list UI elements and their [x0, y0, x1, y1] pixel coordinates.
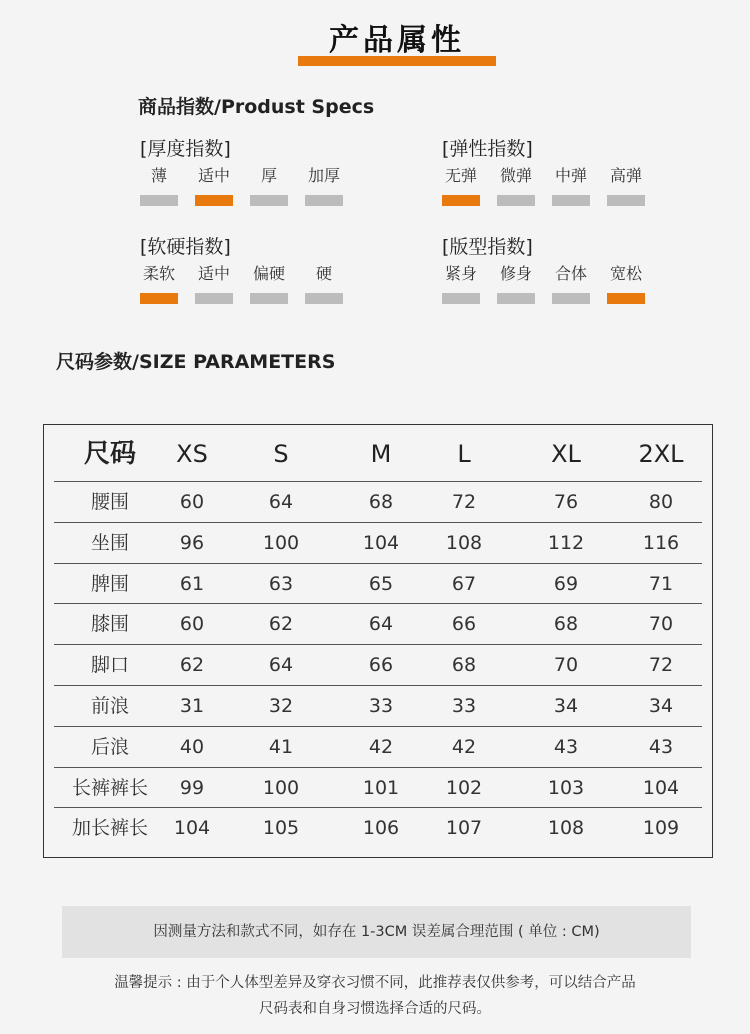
table-cell: 67 — [451, 572, 477, 595]
table-cell: 66 — [368, 654, 394, 677]
table-cell: 103 — [547, 776, 585, 799]
spec-option — [497, 263, 552, 304]
spec-option-label: 薄 — [150, 166, 167, 185]
spec-option — [305, 165, 360, 206]
spec-indicator — [250, 293, 288, 304]
spec-group-title: [软硬指数] — [140, 236, 231, 258]
spec-option-label: 无弹 — [444, 166, 477, 185]
table-cell: 100 — [262, 531, 300, 554]
spec-option-label: 微弹 — [499, 166, 532, 185]
row-label: 脚口 — [90, 654, 129, 677]
tips-text — [60, 970, 690, 1022]
page-header — [298, 20, 496, 66]
table-cell: 104 — [173, 817, 211, 840]
table-row — [54, 685, 702, 726]
spec-options — [140, 165, 360, 206]
row-label: 腰围 — [90, 491, 129, 513]
table-cell: 109 — [642, 817, 680, 840]
spec-option — [442, 165, 497, 206]
table-cell: 34 — [553, 695, 579, 717]
row-label: 加长裤长 — [71, 817, 148, 840]
spec-option-label: 中弹 — [554, 166, 587, 185]
table-cell: 64 — [268, 491, 294, 513]
spec-option — [552, 165, 607, 206]
table-cell: 42 — [451, 735, 477, 758]
size-table — [43, 424, 713, 858]
header-cell-2xl: 2XL — [638, 440, 684, 468]
table-cell: 71 — [648, 572, 674, 595]
spec-indicator-active — [442, 195, 480, 206]
table-cell: 106 — [362, 817, 400, 840]
spec-group-title: [厚度指数] — [140, 138, 231, 160]
size-section-title: 尺码参数/SIZE PARAMETERS — [56, 351, 336, 373]
row-label: 后浪 — [90, 735, 129, 758]
spec-group — [140, 235, 360, 304]
table-cell: 108 — [445, 531, 483, 554]
table-cell: 62 — [179, 654, 205, 677]
table-row — [54, 481, 702, 522]
table-header-row — [44, 425, 712, 483]
spec-options — [442, 263, 662, 304]
table-cell: 41 — [268, 735, 294, 758]
spec-option-label: 适中 — [197, 166, 230, 185]
table-cell: 104 — [362, 531, 400, 554]
table-cell: 60 — [179, 613, 205, 636]
tips-line-1: 温馨提示 : 由于个人体型差异及穿衣习惯不同，此推荐表仅供参考，可以结合产品 — [114, 975, 636, 991]
spec-option-label: 加厚 — [307, 166, 340, 185]
header-cell-m: M — [370, 440, 392, 468]
page-title: 产品属性 — [329, 23, 465, 58]
tips-line-2: 尺码表和自身习惯选择合适的尺码。 — [259, 1001, 491, 1017]
spec-option-label: 合体 — [554, 264, 587, 283]
header-cell-xl: XL — [551, 440, 581, 468]
table-cell: 69 — [553, 572, 579, 595]
spec-option-label: 紧身 — [444, 264, 477, 283]
spec-options — [140, 263, 360, 304]
table-row — [54, 767, 702, 808]
spec-option — [607, 165, 662, 206]
spec-option-label: 修身 — [499, 264, 532, 283]
table-cell: 116 — [642, 531, 680, 554]
table-cell: 62 — [268, 613, 294, 636]
table-cell: 63 — [268, 572, 294, 595]
table-cell: 43 — [553, 735, 579, 758]
table-cell: 33 — [368, 695, 394, 717]
spec-indicator — [140, 195, 178, 206]
spec-indicator — [552, 293, 590, 304]
table-cell: 68 — [451, 654, 477, 677]
spec-option — [195, 165, 250, 206]
spec-indicator — [442, 293, 480, 304]
row-label: 前浪 — [90, 695, 129, 717]
table-cell: 112 — [547, 531, 585, 554]
spec-option — [195, 263, 250, 304]
spec-indicator-active — [195, 195, 233, 206]
spec-indicator — [497, 293, 535, 304]
spec-option-label: 适中 — [197, 264, 230, 283]
spec-group — [442, 235, 662, 304]
table-cell: 61 — [179, 572, 205, 595]
header-cell-size: 尺码 — [83, 439, 136, 469]
spec-indicator — [305, 293, 343, 304]
spec-option — [140, 263, 195, 304]
spec-option — [305, 263, 360, 304]
table-cell: 64 — [268, 654, 294, 677]
spec-indicator — [552, 195, 590, 206]
spec-indicator — [497, 195, 535, 206]
measure-note: 因测量方法和款式不同，如存在 1-3CM 误差属合理范围 ( 单位 : CM) — [62, 906, 691, 958]
table-cell: 40 — [179, 735, 205, 758]
table-cell: 33 — [451, 695, 477, 717]
spec-option-label: 柔软 — [142, 264, 175, 283]
spec-options — [442, 165, 662, 206]
table-cell: 68 — [368, 491, 394, 513]
spec-option — [442, 263, 497, 304]
table-cell: 70 — [648, 613, 674, 636]
spec-indicator — [250, 195, 288, 206]
header-cell-l: L — [457, 440, 471, 468]
row-label: 膝围 — [90, 613, 129, 636]
table-cell: 70 — [553, 654, 579, 677]
table-cell: 60 — [179, 491, 205, 513]
row-label: 长裤裤长 — [71, 776, 148, 799]
spec-option-label: 宽松 — [609, 264, 642, 283]
table-cell: 64 — [368, 613, 394, 636]
table-cell: 31 — [179, 695, 205, 717]
table-cell: 80 — [648, 491, 674, 513]
table-row — [54, 807, 702, 848]
header-cell-s: S — [273, 440, 289, 468]
header-cell-xs: XS — [176, 440, 208, 468]
table-cell: 107 — [445, 817, 483, 840]
table-cell: 105 — [262, 817, 300, 840]
table-cell: 101 — [362, 776, 400, 799]
spec-indicator-active — [607, 293, 645, 304]
table-cell: 43 — [648, 735, 674, 758]
table-cell: 66 — [451, 613, 477, 636]
spec-group-title: [弹性指数] — [442, 138, 533, 160]
table-cell: 34 — [648, 695, 674, 717]
spec-indicator — [195, 293, 233, 304]
table-cell: 99 — [179, 776, 205, 799]
table-cell: 100 — [262, 776, 300, 799]
spec-indicator-active — [140, 293, 178, 304]
spec-option — [250, 165, 305, 206]
row-label: 脾围 — [90, 572, 129, 595]
spec-indicator — [305, 195, 343, 206]
table-cell: 108 — [547, 817, 585, 840]
table-row — [54, 522, 702, 563]
spec-group — [140, 137, 360, 206]
spec-group — [442, 137, 662, 206]
spec-option-label: 硬 — [315, 264, 332, 283]
table-row — [54, 563, 702, 604]
spec-option-label: 厚 — [260, 166, 277, 185]
table-cell: 72 — [648, 654, 674, 677]
row-label: 坐围 — [90, 531, 129, 554]
specs-section-title: 商品指数/Produst Specs — [138, 96, 375, 118]
spec-option — [552, 263, 607, 304]
table-cell: 104 — [642, 776, 680, 799]
spec-option — [250, 263, 305, 304]
table-cell: 102 — [445, 776, 483, 799]
table-row — [54, 644, 702, 685]
spec-option — [497, 165, 552, 206]
spec-option-label: 高弹 — [609, 166, 642, 185]
table-cell: 65 — [368, 572, 394, 595]
spec-group-title: [版型指数] — [442, 236, 533, 258]
spec-option — [607, 263, 662, 304]
table-row — [54, 726, 702, 767]
spec-option — [140, 165, 195, 206]
table-cell: 32 — [268, 695, 294, 717]
table-cell: 76 — [553, 491, 579, 513]
table-cell: 72 — [451, 491, 477, 513]
spec-indicator — [607, 195, 645, 206]
table-cell: 42 — [368, 735, 394, 758]
table-cell: 96 — [179, 531, 205, 554]
table-cell: 68 — [553, 613, 579, 636]
spec-option-label: 偏硬 — [252, 264, 285, 283]
table-row — [54, 603, 702, 644]
